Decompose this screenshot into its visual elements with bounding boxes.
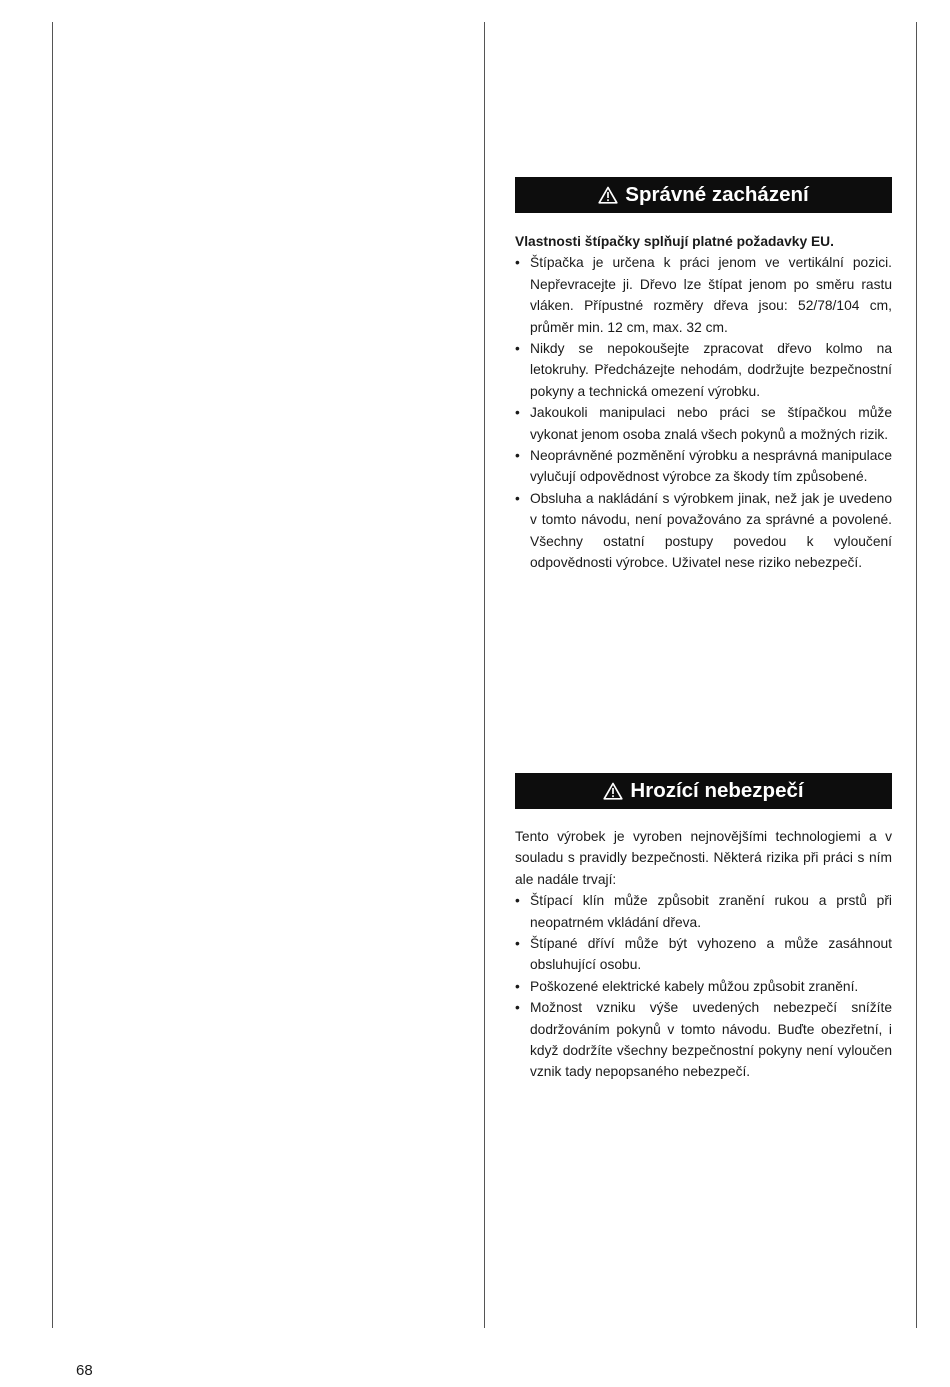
list-item: • Štípané dříví může být vyhozeno a může zasáhnout obsluhující osobu.	[515, 933, 892, 976]
section-correct-use-list	[515, 252, 892, 573]
list-item: • Jakoukoli manipulaci nebo práci se štípačkou může vykonat jenom osoba znalá všech pokynů a možných rizik.	[515, 402, 892, 445]
page-number: 68	[76, 1362, 93, 1379]
section-correct-use-lead: Vlastnosti štípačky splňují platné požadavky EU.	[515, 234, 834, 249]
section-correct-use-body	[515, 231, 892, 574]
section-correct-use-banner	[515, 177, 892, 213]
section-hazards-list	[515, 890, 892, 1083]
list-item: • Štípací klín může způsobit zranění rukou a prstů při neopatrném vkládání dřeva.	[515, 890, 892, 933]
section-hazards-title: Hrozící nebezpečí	[630, 779, 804, 802]
section-hazards-body	[515, 826, 892, 1083]
section-correct-use	[515, 177, 892, 574]
list-item: • Obsluha a nakládání s výrobkem jinak, než jak je uvedeno v tomto návodu, není považováno za správné a povolené. Všechny ostatní postupy povedou k vyloučení odpovědnosti výrobce. Uživatel nese riziko nebezpečí.	[515, 488, 892, 574]
warning-triangle-icon	[603, 782, 623, 800]
column-divider-right	[916, 22, 917, 1328]
list-item: • Nikdy se nepokoušejte zpracovat dřevo kolmo na letokruhy. Předcházejte nehodám, dodržujte bezpečnostní pokyny a technická omezení výrobku.	[515, 338, 892, 402]
list-item: • Neoprávněné pozměnění výrobku a nesprávná manipulace vylučují odpovědnost výrobce za škody tím způsobené.	[515, 445, 892, 488]
list-item: • Štípačka je určena k práci jenom ve vertikální pozici. Nepřevracejte ji. Dřevo lze štípat jenom po směru rastu vláken. Přípustné rozměry dřeva jsou: 52/78/104 cm, průměr min. 12 cm, max. 32 cm.	[515, 252, 892, 338]
list-item: • Možnost vzniku výše uvedených nebezpečí snížíte dodržováním pokynů v tomto návodu. Buďte obezřetní, i když dodržíte všechny bezpečnostní pokyny není vyloučen vznik tady nepopsaného nebezpečí.	[515, 997, 892, 1083]
section-correct-use-title: Správné zacházení	[625, 183, 809, 206]
section-hazards-banner	[515, 773, 892, 809]
warning-triangle-icon	[598, 186, 618, 204]
section-hazards-lead: Tento výrobek je vyroben nejnovějšími technologiemi a v souladu s pravidly bezpečnosti. Některá rizika při práci s ním ale nadále trvají:	[515, 829, 892, 887]
column-divider-middle	[484, 22, 485, 1328]
section-hazards	[515, 773, 892, 1083]
list-item: • Poškozené elektrické kabely můžou způsobit zranění.	[515, 976, 892, 997]
column-divider-left	[52, 22, 53, 1328]
